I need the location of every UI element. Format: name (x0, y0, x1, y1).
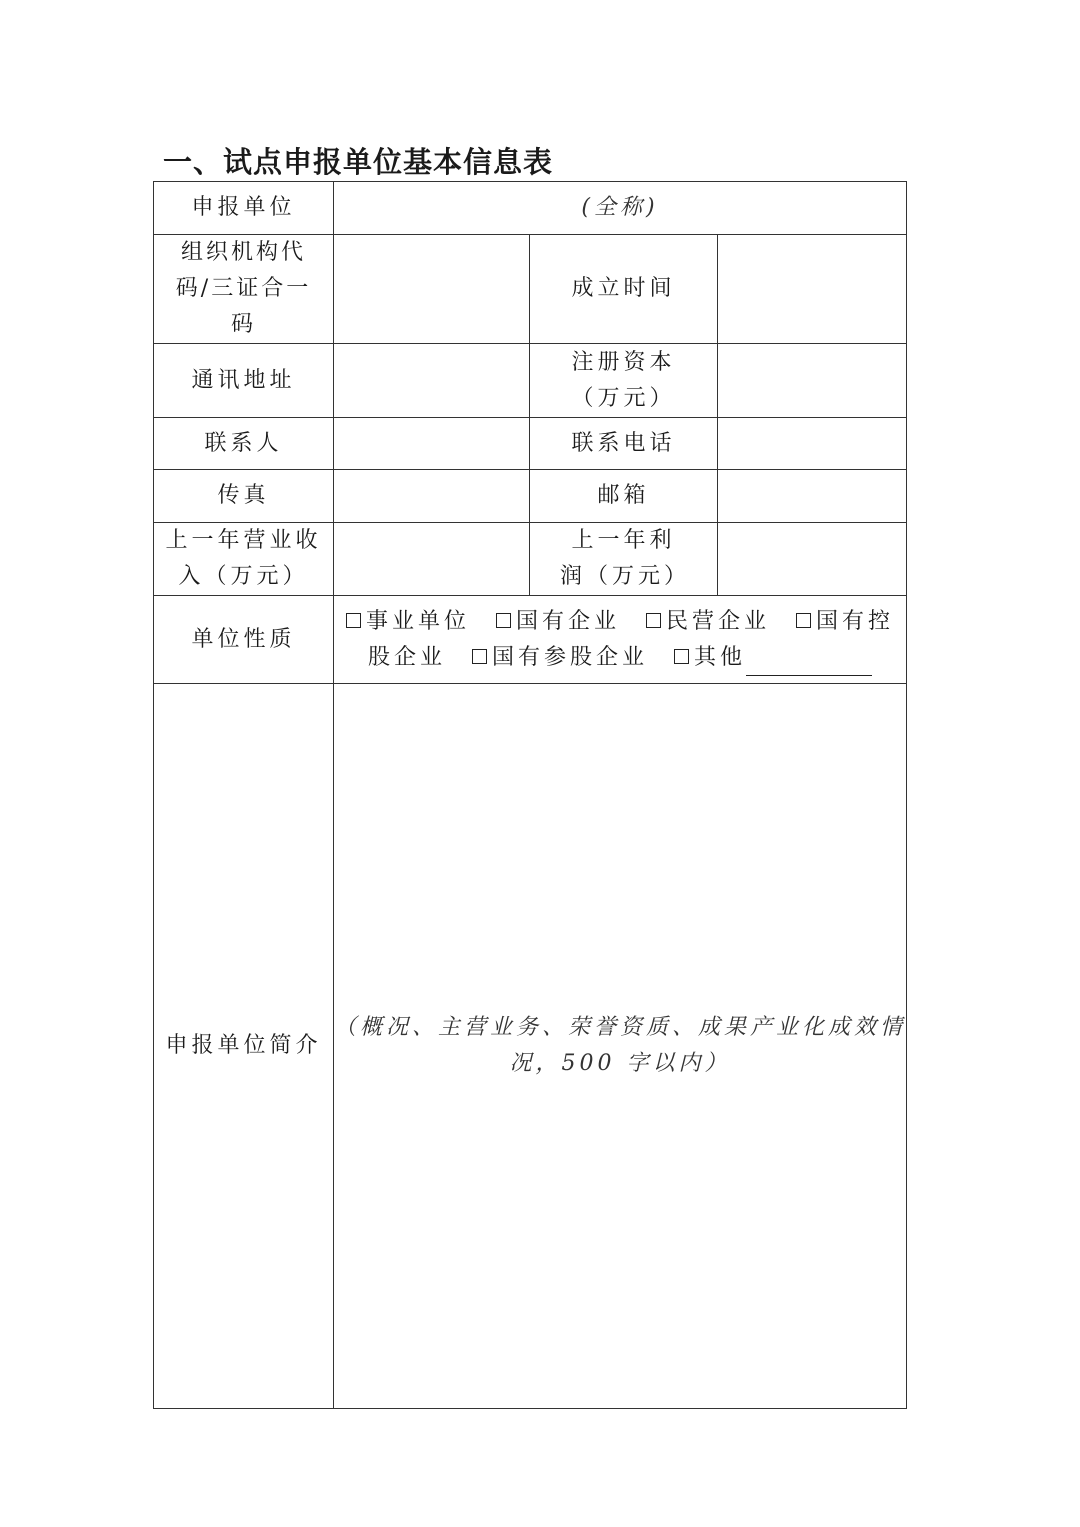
unit-name-hint: (全称) (581, 195, 659, 220)
intro-hint: （概况、主营业务、荣誉资质、成果产业化成效情况，500 字以内） (334, 1015, 907, 1076)
nature-label: 单位性质 (154, 596, 334, 684)
established-field[interactable] (718, 235, 907, 344)
page-title: 一、试点申报单位基本信息表 (163, 145, 554, 179)
unit-label: 申报单位 (154, 182, 334, 235)
phone-label: 联系电话 (530, 418, 718, 470)
address-field[interactable] (334, 344, 530, 418)
option-public-institution[interactable]: 事业单位 (346, 609, 470, 634)
nature-options (334, 596, 907, 684)
other-fill-line[interactable] (746, 647, 872, 676)
contact-label: 联系人 (154, 418, 334, 470)
option-state-participation[interactable]: 国有参股企业 (472, 645, 648, 670)
org-code-field[interactable] (334, 235, 530, 344)
fax-field[interactable] (334, 470, 530, 523)
checkbox-public-institution[interactable] (346, 613, 361, 628)
capital-label: 注册资本（万元） (530, 344, 718, 418)
contact-field[interactable] (334, 418, 530, 470)
checkbox-other[interactable] (674, 649, 689, 664)
email-label: 邮箱 (530, 470, 718, 523)
checkbox-private[interactable] (646, 613, 661, 628)
option-private[interactable]: 民营企业 (646, 609, 770, 634)
revenue-field[interactable] (334, 523, 530, 596)
intro-label: 申报单位简介 (154, 684, 334, 1409)
capital-field[interactable] (718, 344, 907, 418)
checkbox-state-participation[interactable] (472, 649, 487, 664)
basic-info-table (153, 181, 907, 1409)
phone-field[interactable] (718, 418, 907, 470)
established-label: 成立时间 (530, 235, 718, 344)
option-state-owned[interactable]: 国有企业 (496, 609, 620, 634)
checkbox-state-holding[interactable] (796, 613, 811, 628)
option-other[interactable]: 其他 (674, 645, 872, 670)
address-label: 通讯地址 (154, 344, 334, 418)
checkbox-state-owned[interactable] (496, 613, 511, 628)
profit-label: 上一年利润（万元） (530, 523, 718, 596)
org-code-label: 组织机构代码/三证合一码 (154, 235, 334, 344)
option-state-holding[interactable]: 国有控股企业 (367, 608, 895, 670)
profit-field[interactable] (718, 523, 907, 596)
email-field[interactable] (718, 470, 907, 523)
revenue-label: 上一年营业收入（万元） (154, 523, 334, 596)
fax-label: 传真 (154, 470, 334, 523)
intro-field[interactable] (334, 684, 907, 1409)
unit-name-field[interactable] (334, 182, 907, 235)
